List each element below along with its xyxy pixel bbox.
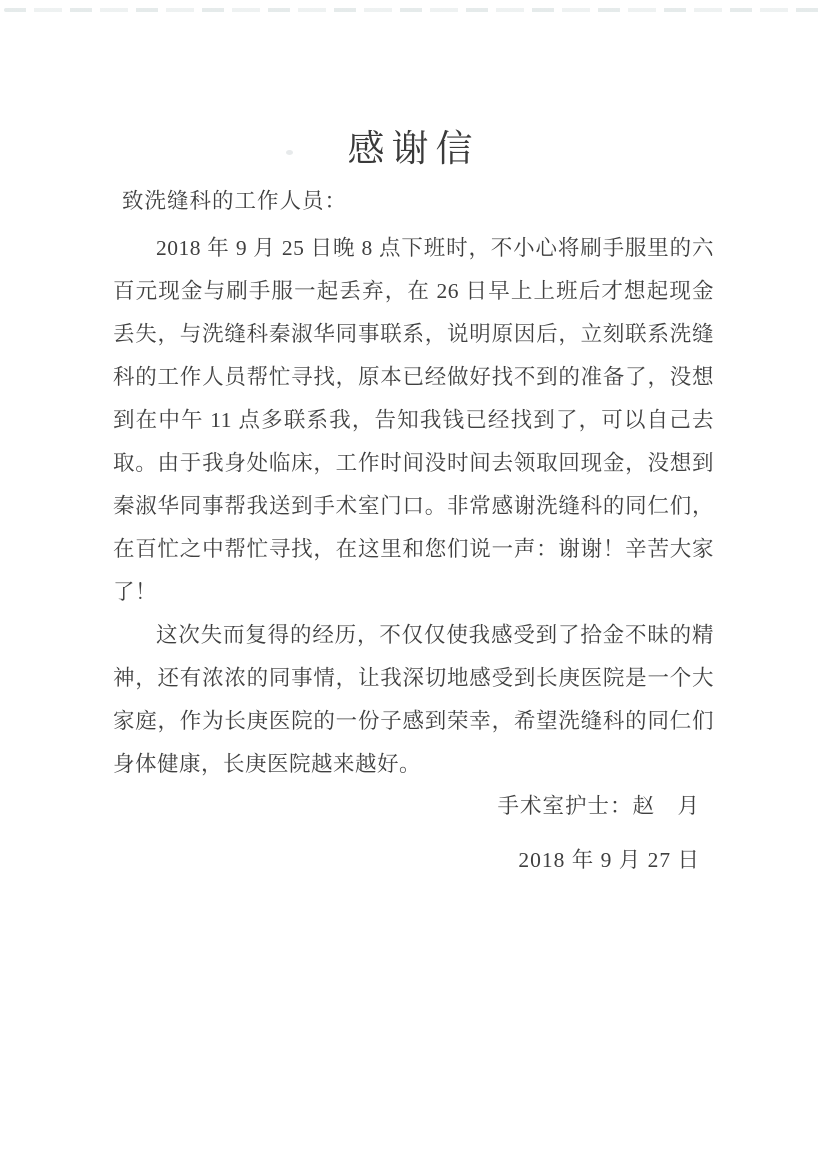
signature-block bbox=[497, 789, 700, 874]
date-line: 2018 年 9 月 27 日 bbox=[518, 848, 700, 872]
letter-title: 感谢信 bbox=[347, 129, 480, 170]
letter-paragraph-2: 这次失而复得的经历，不仅仅使我感受到了拾金不昧的精神，还有浓浓的同事情，让我深切地感受到长庚医院是一个大家庭，作为长庚医院的一份子感到荣幸，希望洗缝科的同仁们身体健康，长庚医院越来越好。 bbox=[113, 623, 714, 776]
letter-salutation: 致洗缝科的工作人员： bbox=[122, 189, 348, 213]
letter-body bbox=[113, 227, 714, 786]
scanner-streak-artifact bbox=[4, 8, 823, 12]
signature-line: 手术室护士：赵 月 bbox=[497, 794, 700, 818]
letter-paragraph-1: 2018 年 9 月 25 日晚 8 点下班时，不小心将刷手服里的六百元现金与刷手服一起丢弃，在 26 日早上上班后才想起现金丢失，与洗缝科秦淑华同事联系，说明原因后，立刻联系洗缝科的工作人员帮忙寻找，原本已经做好找不到的准备了，没想到在中午 11 点多联系我，告知我钱已经找到了，可以自己去取。由于我身处临床，工作时间没时间去领取回现金，没想到秦淑华同事帮我送到手术室门口。非常感谢洗缝科的同仁们，在百忙之中帮忙寻找，在这里和您们说一声：谢谢！辛苦大家了！ bbox=[113, 236, 714, 604]
